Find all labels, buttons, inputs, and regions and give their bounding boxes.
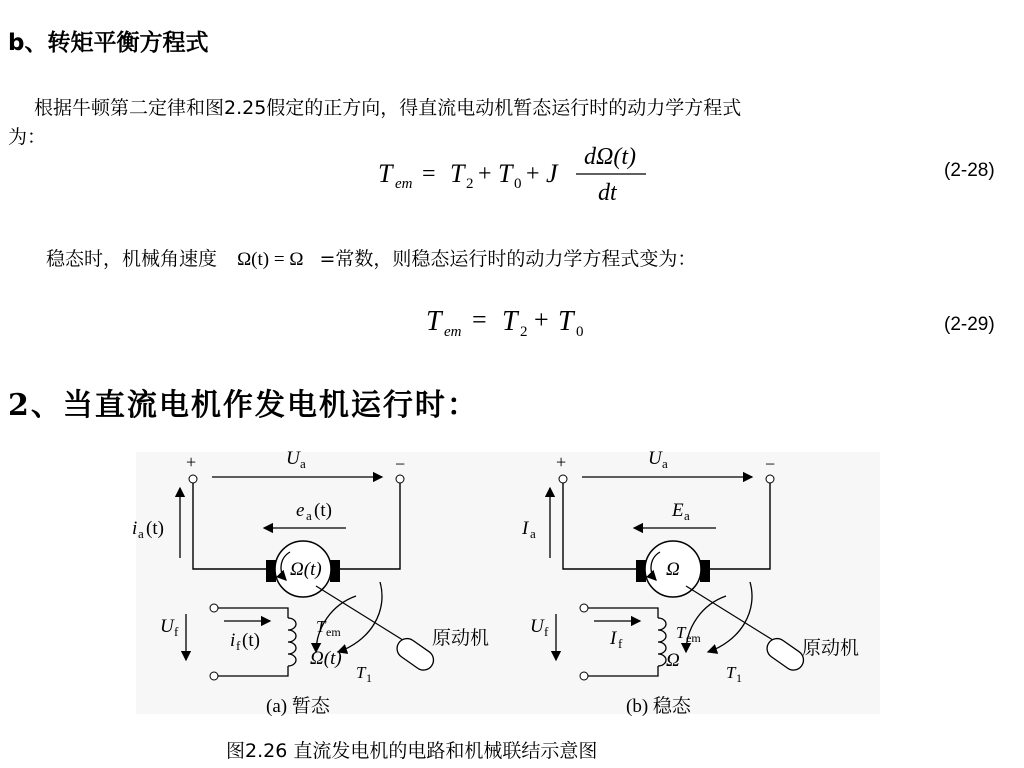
a-if-arg: (t) [242,630,260,651]
equation-2-29 [418,294,618,344]
steady-suffix: =常数，则稳态运行时的动力学方程式变为： [319,248,697,270]
a-field-terminal-bottom [210,672,218,680]
b-plus: + [556,452,567,472]
eq29-t0-sub: 0 [576,324,584,340]
b-current-sub: a [530,526,536,541]
b-ua-sub: a [662,456,668,471]
eq-j: J [546,159,558,188]
a-current: i [132,518,138,539]
eq-t0-sub: 0 [514,176,522,192]
a-minus: − [395,454,406,474]
b-panel-label: (b) 稳态 [626,696,691,717]
eq-t0: T [498,159,513,188]
eq-tem-sub: em [395,176,413,192]
b-uf: U [530,616,544,637]
a-t1: T [356,663,366,682]
eq29-tem: T [426,306,442,337]
eq-plus-1: + [478,161,492,187]
b-t1-sub: 1 [736,671,742,685]
eq29-t2: T [502,306,518,337]
eq29-equals: = [472,305,487,334]
a-if: i [230,630,236,651]
eq-numerator: dΩ(t) [584,144,637,170]
b-field-terminal-top [580,604,588,612]
a-tem-sub: em [326,625,341,639]
a-current-arg: (t) [146,518,164,539]
eq29-t2-sub: 2 [520,324,528,340]
b-tem: T [676,623,686,642]
a-field-terminal-top [210,604,218,612]
eq-denominator: dt [598,180,617,206]
a-emf-arg: (t) [314,500,332,521]
steady-state-text [46,244,696,271]
b-t1: T [726,663,736,682]
eq-plus-2: + [526,161,540,187]
b-if: I [610,628,617,649]
b-terminal-plus [559,475,567,483]
a-terminal-plus [189,475,197,483]
a-emf: e [296,500,305,521]
a-tem: T [316,617,326,636]
section-heading-b: b、转矩平衡方程式 [8,30,209,56]
equation-number-2-29: (2-29) [944,314,995,335]
a-current-sub: a [138,526,144,541]
a-t1-sub: 1 [366,671,372,685]
a-if-sub: f [236,638,241,653]
b-terminal-minus [766,475,774,483]
eq-t2-sub: 2 [466,176,474,192]
b-emf-sub: a [684,508,690,523]
b-tem-sub: em [686,631,701,645]
a-uf: U [160,616,174,637]
b-uf-sub: f [544,624,549,639]
a-omega: Ω(t) [290,559,322,580]
a-omega-lower: Ω(t) [310,648,342,669]
a-terminal-minus [396,475,404,483]
eq-equals: = [422,161,436,187]
b-emf: E [672,500,684,521]
equation-2-28 [360,136,660,210]
eq29-tem-sub: em [444,324,462,340]
a-emf-sub: a [306,508,312,523]
figure-background [136,452,880,714]
b-omega: Ω [666,559,680,580]
b-omega-lower: Ω [666,650,680,671]
a-prime-mover: 原动机 [432,628,490,649]
a-ua: U [286,448,300,469]
a-uf-sub: f [174,624,179,639]
b-field-terminal-bottom [580,672,588,680]
equation-number-2-28: (2-28) [944,160,995,181]
eq29-plus: + [534,305,549,334]
figure-caption: 图2.26 直流发电机的电路和机械联结示意图 [226,740,598,762]
figure-generator-diagram [120,446,890,720]
eq-t2: T [450,159,465,188]
eq-tem: T [378,159,393,188]
paragraph-line-2: 为： [8,126,47,148]
b-if-sub: f [618,636,623,651]
a-plus: + [186,452,197,472]
a-panel-label: (a) 暂态 [266,696,330,717]
section-heading-2: 2、当直流电机作发电机运行时： [8,388,479,423]
b-prime-mover: 原动机 [802,638,860,659]
b-ua: U [648,448,662,469]
steady-formula: Ω(t) = Ω [237,249,304,270]
b-current: I [522,518,529,539]
paragraph-line-1: 根据牛顿第二定律和图2.25假定的正方向，得直流电动机暂态运行时的动力学方程式 [34,97,742,119]
b-minus: − [765,454,776,474]
eq29-t0: T [558,306,574,337]
a-ua-sub: a [300,456,306,471]
steady-prefix: 稳态时，机械角速度 [46,248,218,270]
